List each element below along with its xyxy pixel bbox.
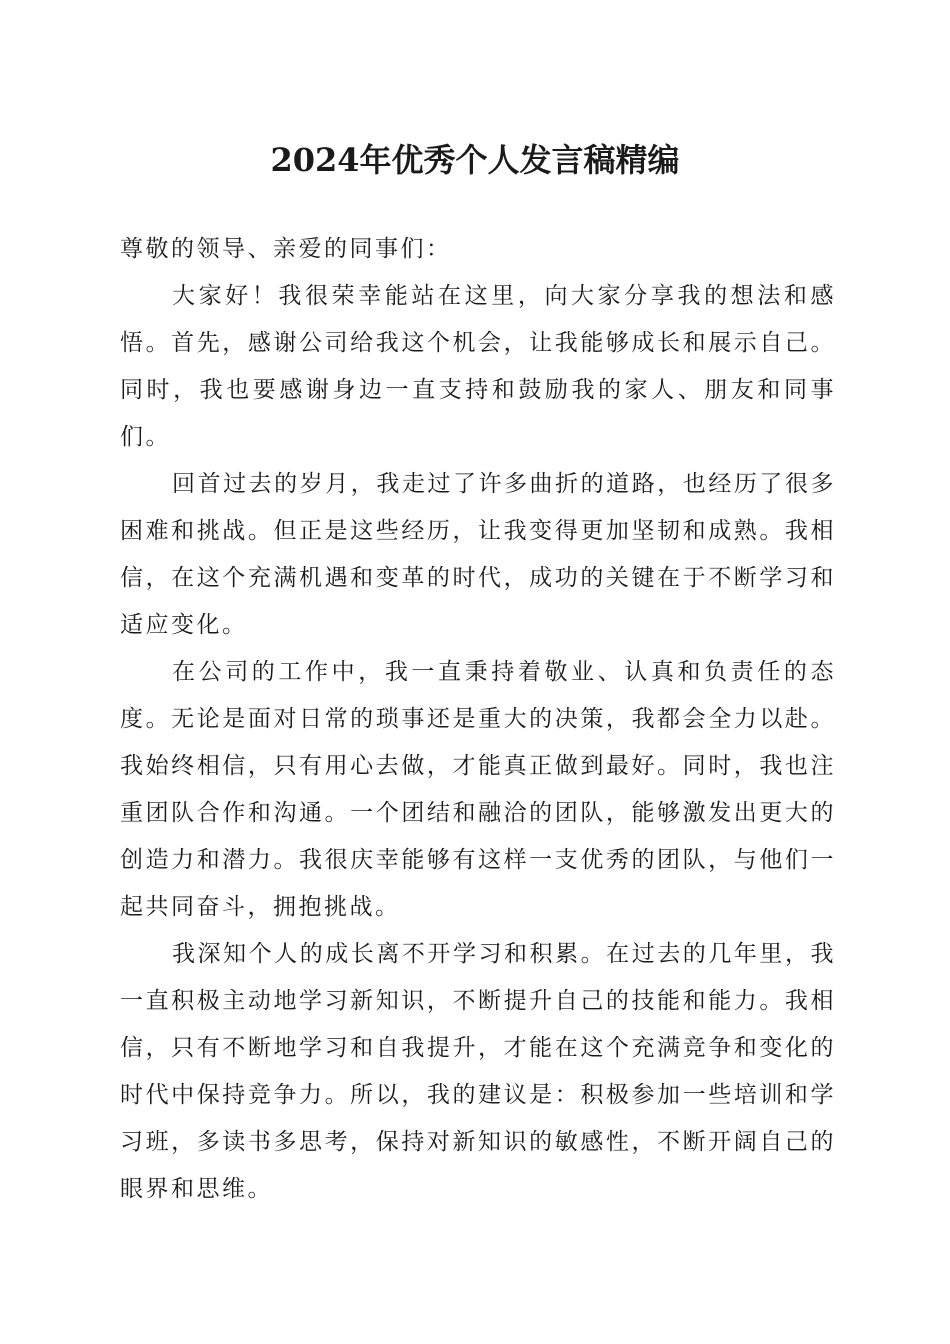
document-body xyxy=(120,226,836,1213)
paragraph-learning: 我深知个人的成长离不开学习和积累。在过去的几年里，我一直积极主动地学习新知识，不断提升自己的技能和能力。我相信，只有不断地学习和自我提升，才能在这个充满竞争和变化的时代中保持竞争力。所以，我的建议是：积极参加一些培训和学习班，多读书多思考，保持对新知识的敏感性，不断开阔自己的眼界和思维。 xyxy=(120,941,836,1202)
paragraph-greeting: 大家好！我很荣幸能站在这里，向大家分享我的想法和感悟。首先，感谢公司给我这个机会，让我能够成长和展示自己。同时，我也要感谢身边一直支持和鼓励我的家人、朋友和同事们。 xyxy=(120,283,836,450)
paragraph-work-attitude: 在公司的工作中，我一直秉持着敬业、认真和负责任的态度。无论是面对日常的琐事还是重大的决策，我都会全力以赴。我始终相信，只有用心去做，才能真正做到最好。同时，我也注重团队合作和沟通。一个团结和融洽的团队，能够激发出更大的创造力和潜力。我很庆幸能够有这样一支优秀的团队，与他们一起共同奋斗，拥抱挑战。 xyxy=(120,659,836,920)
document-title: 2024年优秀个人发言稿精编 xyxy=(270,141,680,179)
paragraph-looking-back: 回首过去的岁月，我走过了许多曲折的道路，也经历了很多困难和挑战。但正是这些经历，让我变得更加坚韧和成熟。我相信，在这个充满机遇和变革的时代，成功的关键在于不断学习和适应变化。 xyxy=(120,471,836,638)
salutation: 尊敬的领导、亲爱的同事们： xyxy=(120,236,452,262)
